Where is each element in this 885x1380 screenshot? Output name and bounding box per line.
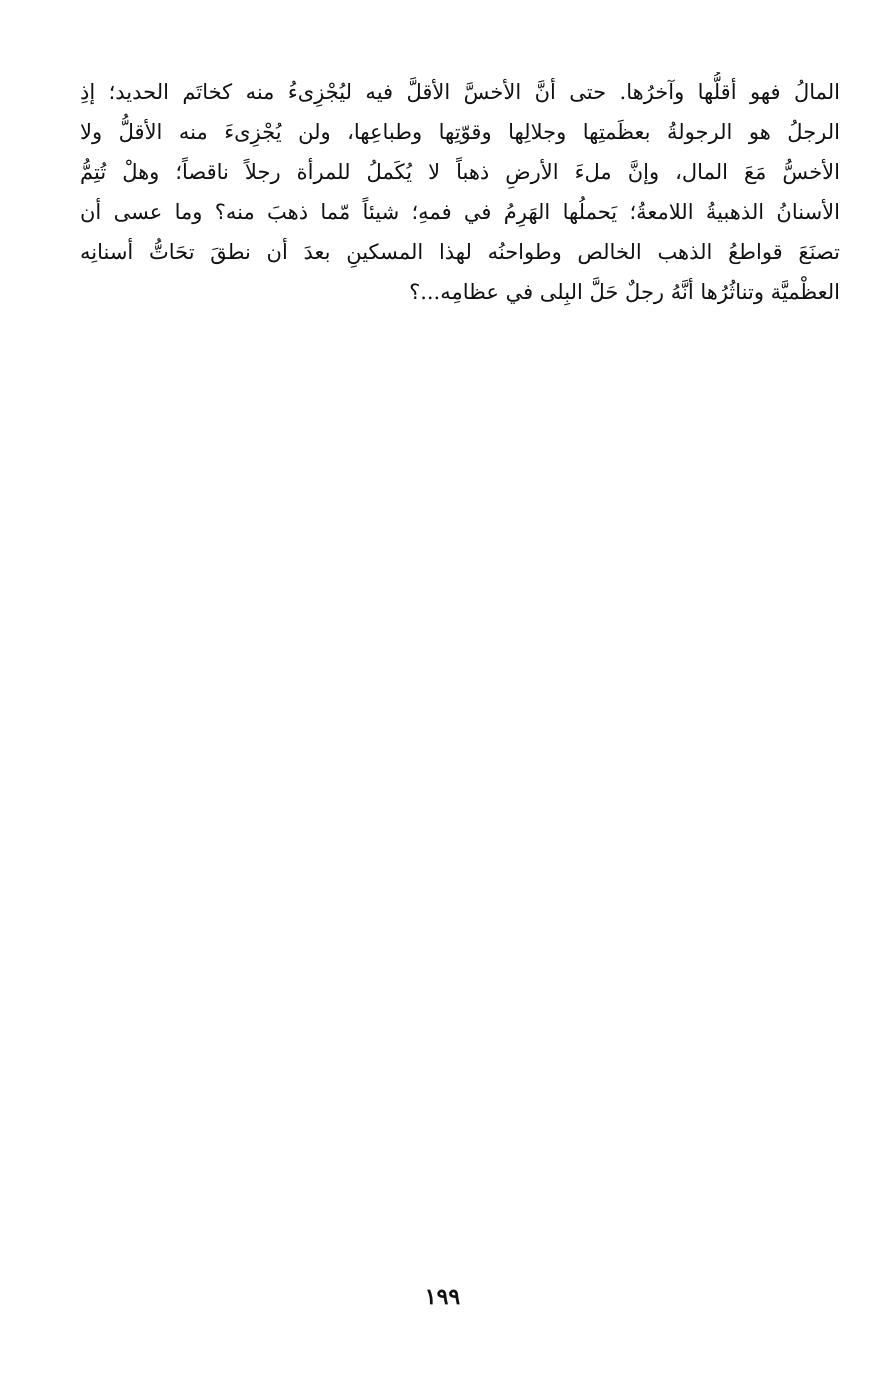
text-line-4: الأسنانُ الذهبيةُ اللامعةُ؛ يَحملُها الهَرِمُ في فمهِ؛ شيئاً مّما ذهبَ منه؟ وما عسى أن xyxy=(80,200,840,224)
body-paragraph xyxy=(80,72,840,312)
page-number: ١٩٩ xyxy=(424,1284,461,1310)
text-line-5: تصنَعَ قواطعُ الذهب الخالص وطواحنُه لهذا المسكينِ بعدَ أن نطقَ تحَاتُّ أسنانِه xyxy=(80,240,840,264)
text-line-3: الأخسُّ مَعَ المال، وإنَّ ملءَ الأرضِ ذهباً لا يُكَملُ للمرأة رجلاً ناقصاً؛ وهلْ تُتِمُّ xyxy=(80,160,840,184)
text-line-2: الرجلُ هو الرجولةُ بعظَمتِها وجلالِها وقوّتِها وطباعِها، ولن يُجْزِىءَ منه الأقلُّ ولا xyxy=(80,120,840,144)
text-line-1: المالُ فهو أقلُّها وآخرُها. حتى أنَّ الأخسَّ الأقلَّ فيه ليُجْزِىءُ منه كخاتَم الحديد؛ إذِ xyxy=(80,80,840,104)
text-line-6: العظْميَّة وتناثُرُها أنَّهُ رجلٌ حَلَّ البِلى في عظامِه...؟ xyxy=(409,280,840,304)
